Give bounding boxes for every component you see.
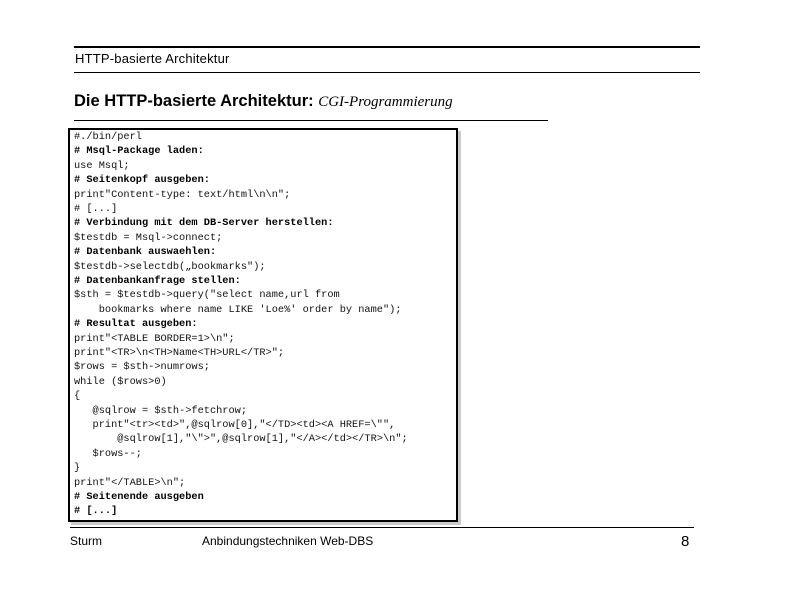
- title-underline: [74, 120, 548, 121]
- code-comment-line: # Seitenende ausgeben: [74, 491, 204, 503]
- header-top-rule: [74, 46, 700, 48]
- code-line: use Msql;: [74, 159, 130, 172]
- code-line: bookmarks where name LIKE 'Loe%' order by name");: [74, 303, 402, 316]
- code-comment-line: # Seitenkopf ausgeben:: [74, 174, 210, 187]
- code-line: print"Content-type: text/html\n\n";: [74, 188, 291, 201]
- code-comment-line: # Msql-Package laden:: [74, 145, 204, 158]
- code-line: print"<tr><td>",@sqlrow[0],"</TD><td><A HREF=\"",: [74, 419, 396, 431]
- footer-rule: [70, 527, 694, 528]
- code-comment-line: # [...]: [74, 505, 118, 518]
- code-listing: [68, 128, 458, 522]
- code-line: {: [74, 390, 81, 403]
- code-line: @sqlrow = $sth->fetchrow;: [74, 404, 248, 417]
- code-line: }: [74, 462, 81, 475]
- code-line: $sth = $testdb->query("select name,url from: [74, 289, 340, 302]
- code-line: # [...]: [74, 203, 118, 215]
- code-comment-line: # Verbindung mit dem DB-Server herstellen:: [74, 217, 334, 230]
- page-number: 8: [681, 533, 690, 550]
- code-comment-line: # Datenbank auswaehlen:: [74, 246, 217, 259]
- code-line: #./bin/perl: [74, 131, 142, 143]
- footer-title: Anbindungstechniken Web-DBS: [202, 534, 374, 548]
- code-comment-line: # Resultat ausgeben:: [74, 318, 198, 331]
- code-line: $testdb->selectdb(„bookmarks");: [74, 260, 266, 273]
- footer-author: Sturm: [70, 534, 103, 548]
- header-bottom-rule: [74, 72, 700, 73]
- code-line: print"<TABLE BORDER=1>\n";: [74, 332, 235, 345]
- slide-title: [74, 92, 453, 111]
- header-title: HTTP-basierte Architektur: [75, 51, 230, 66]
- slide-title-subtitle: CGI-Programmierung: [318, 94, 453, 110]
- code-line: print"</TABLE>\n";: [74, 476, 186, 489]
- slide-title-main: Die HTTP-basierte Architektur:: [74, 92, 319, 110]
- code-comment-line: # Datenbankanfrage stellen:: [74, 275, 241, 287]
- code-line: $testdb = Msql->connect;: [74, 231, 223, 244]
- code-line: print"<TR>\n<TH>Name<TH>URL</TR>";: [74, 347, 285, 359]
- code-line: while ($rows>0): [74, 375, 167, 388]
- code-line: $rows--;: [74, 447, 142, 460]
- code-line: $rows = $sth->numrows;: [74, 361, 210, 374]
- code-line: @sqlrow[1],"\">",@sqlrow[1],"</A></td></TR>\n";: [74, 433, 408, 446]
